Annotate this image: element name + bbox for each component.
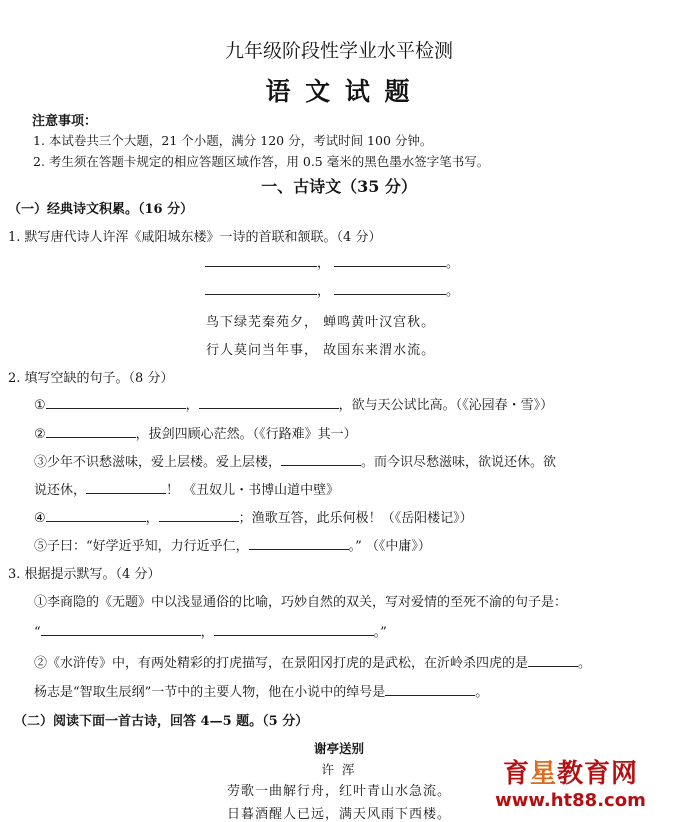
q1-poem-line-2: 行人莫问当年事， 故国东来渭水流。 [206,343,436,358]
question-1: 1. 默写唐代诗人许浑《咸阳城东楼》一诗的首联和颔联。（4 分） [8,230,382,245]
q2-item-1 [34,394,553,413]
q2-4-text: ；渔歌互答，此乐何极！（《岳阳楼记》） [238,511,473,526]
poem-line-2: 日暮酒醒人已远，满天风雨下西楼。 [226,807,451,822]
q1-poem-line-1: 鸟下绿芜秦苑夕， 蝉鸣黄叶汉宫秋。 [206,315,436,330]
answer-blank[interactable] [214,634,374,636]
q2-item-2 [34,423,357,442]
q3-item-2-continued [34,681,488,700]
question-2: 2. 填写空缺的句子。（8 分） [8,371,174,386]
q2-item-3 [34,451,556,470]
answer-blank[interactable] [281,464,361,466]
q1-period: 。 [446,284,460,299]
answer-blank[interactable] [41,634,201,636]
q3-2-text-b: 。 [578,656,592,671]
q2-3-text-d: ！ 《丑奴儿・书博山道中壁》 [166,483,340,498]
notice-heading: 注意事项： [32,114,98,129]
q2-5-text-b: 。” （《中庸》） [348,539,431,554]
answer-blank[interactable] [528,665,578,667]
watermark-name-b: 教育网 [557,759,639,789]
watermark-url: www.ht88.com [495,790,646,811]
watermark-logo [468,758,673,818]
q2-2-marker: ② [34,427,46,442]
answer-blank[interactable] [46,407,186,409]
poem-title: 谢亭送别 [313,741,364,756]
section-1-title: 一、古诗文（35 分） [261,177,417,196]
q1-answer-line-2 [205,280,459,299]
question-3: 3. 根据提示默写。（4 分） [8,567,161,582]
part-2-heading: （二）阅读下面一首古诗，回答 4—5 题。（5 分） [14,714,309,729]
q2-item-5 [34,535,431,554]
q1-comma: ， [317,256,331,271]
part-1-heading: （一）经典诗文积累。（16 分） [8,202,194,217]
q3-item-1-answer [34,621,387,640]
answer-blank[interactable] [46,520,146,522]
q3-1-sep: ， [200,625,214,640]
q1-period: 。 [446,256,460,271]
q2-3-text-b: 。而今识尽愁滋味，欲说还休。欲 [361,455,557,470]
q2-4-sep: ， [145,511,159,526]
watermark-name-a: 育 [502,759,530,789]
watermark-star: 星 [529,759,557,789]
answer-blank[interactable] [86,492,166,494]
answer-blank[interactable] [385,694,475,696]
notice-item-2: 2. 考生须在答题卡规定的相应答题区域作答，用 0.5 毫米的黑色墨水签字笔书写。 [33,154,490,169]
q2-1-text: ，欲与天公试比高。（《沁园春・雪》） [338,398,554,413]
q2-item-4 [34,507,473,526]
poem-line-1: 劳歌一曲解行舟，红叶青山水急流。 [226,784,451,799]
q3-1-close-quote: 。” [373,625,387,640]
answer-blank[interactable] [199,407,339,409]
q3-2-text-a: ②《水浒传》中，有两处精彩的打虎描写，在景阳冈打虎的是武松，在沂岭杀四虎的是 [34,656,529,671]
answer-blank[interactable] [46,436,136,438]
answer-blank[interactable] [334,293,446,295]
q2-1-marker: ① [34,398,46,413]
answer-blank[interactable] [205,265,317,267]
answer-blank[interactable] [205,293,317,295]
q2-5-text-a: ⑤子曰：“好学近乎知，力行近乎仁， [34,539,249,554]
notice-item-1: 1. 本试卷共三个大题，21 个小题，满分 120 分，考试时间 100 分钟。 [33,133,433,148]
exam-subtitle: 九年级阶段性学业水平检测 [224,40,453,62]
q2-1-sep: ， [185,398,199,413]
q3-2-text-c: 杨志是“智取生辰纲”一节中的主要人物，他在小说中的绰号是 [34,685,386,700]
q2-2-text: ，拔剑四顾心茫然。（《行路难》其一） [135,427,357,442]
answer-blank[interactable] [249,548,349,550]
answer-blank[interactable] [159,520,239,522]
q2-item-3-continued [34,479,339,498]
exam-title: 语 文 试 题 [265,77,413,106]
q3-2-text-d: 。 [475,685,489,700]
q3-1-open-quote: “ [34,625,41,640]
q3-item-1: ①李商隐的《无题》中以浅显通俗的比喻，巧妙自然的双关，写对爱情的至死不渝的句子是： [34,595,568,610]
watermark-name [468,758,673,790]
q2-4-marker: ④ [34,511,46,526]
answer-blank[interactable] [334,265,446,267]
poem-author: 许 浑 [321,762,357,777]
q1-answer-line-1 [205,252,459,271]
q2-3-text-a: ③少年不识愁滋味，爱上层楼。爱上层楼， [34,455,282,470]
q2-3-text-c: 说还休， [34,483,87,498]
q1-comma: ， [317,284,331,299]
q3-item-2 [34,652,591,671]
